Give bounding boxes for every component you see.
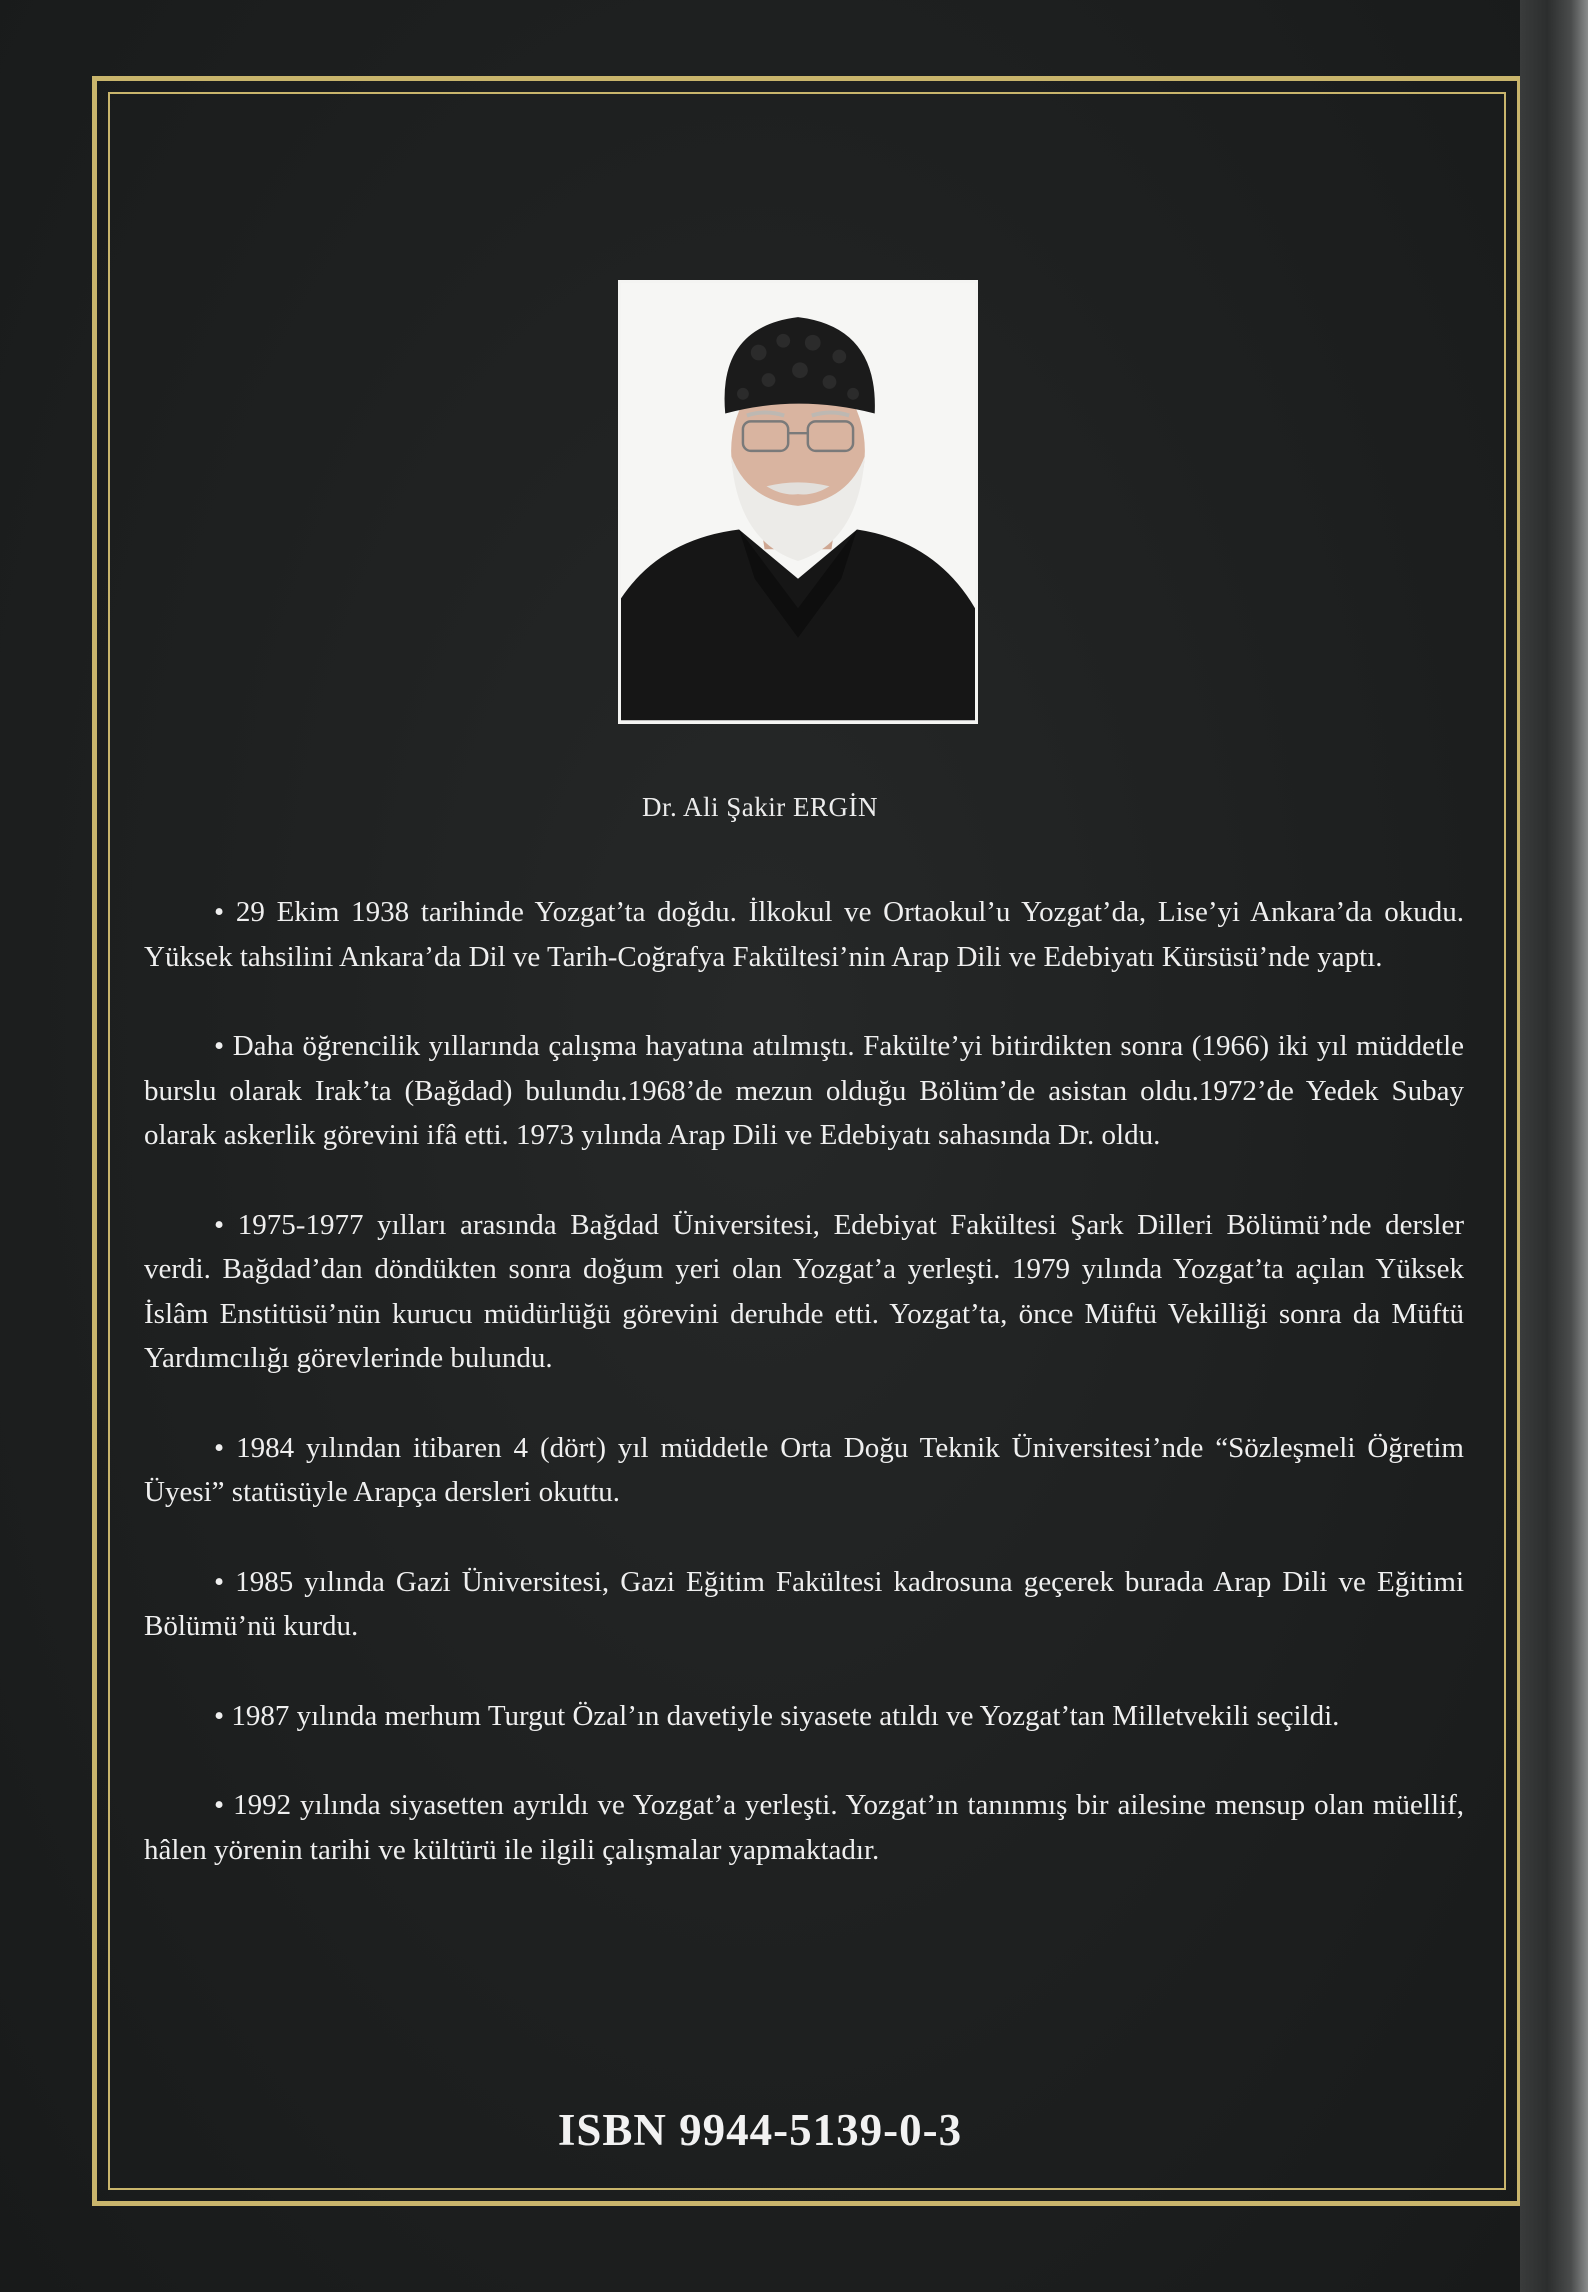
bio-paragraph: • Daha öğrencilik yıllarında çalışma hayatına atılmıştı. Fakülte’yi bitirdikten sonra (1966) iki yıl müddetle burslu olarak Irak’ta (Bağdad) bulundu.1968’de mezun olduğu Bölüm’de asistan oldu.1972’de Yedek Subay olarak askerlik görevini ifâ etti. 1973 yılında Arap Dili ve Edebiyatı sahasında Dr. oldu. [144,1030,1464,1151]
bio-paragraph: • 1975-1977 yılları arasında Bağdad Üniversitesi, Edebiyat Fakültesi Şark Dilleri Bölümü’nde dersler verdi. Bağdad’dan döndükten sonra doğum yeri olan Yozgat’a yerleşti. 1979 yılında Yozgat’ta açılan Yüksek İslâm Enstitüsü’nün kurucu müdürlüğü görevini deruhde etti. Yozgat’ta, önce Müftü Vekilliği sonra da Müftü Yardımcılığı görevlerinde bulundu. [144,1208,1464,1374]
bio-paragraph: • 1985 yılında Gazi Üniversitesi, Gazi Eğitim Fakültesi kadrosuna geçerek burada Arap Dili ve Eğitimi Bölümü’nü kurdu. [144,1565,1464,1642]
isbn-number: ISBN 9944-5139-0-3 [557,2105,963,2155]
author-name: Dr. Ali Şakir ERGİN [642,792,878,822]
bio-paragraph: • 1992 yılında siyasetten ayrıldı ve Yozgat’a yerleşti. Yozgat’ın tanınmış bir ailesine mensup olan müellif, hâlen yörenin tarihi ve kültürü ile ilgili çalışmalar yapmaktadır. [144,1789,1464,1866]
author-portrait-image [621,283,975,721]
author-biography [144,890,1464,1917]
author-portrait-photo [618,280,978,724]
bio-paragraph: • 1987 yılında merhum Turgut Özal’ın davetiyle siyasete atıldı ve Yozgat’tan Milletvekili seçildi. [214,1699,1340,1732]
bio-paragraph: • 1984 yılından itibaren 4 (dört) yıl müddetle Orta Doğu Teknik Üniversitesi’nde “Sözleşmeli Öğretim Üyesi” statüsüyle Arapça dersleri okuttu. [144,1431,1464,1508]
book-spine-edge [1520,0,1588,2292]
bio-paragraph: • 29 Ekim 1938 tarihinde Yozgat’ta doğdu. İlkokul ve Ortaokul’u Yozgat’da, Lise’yi Ankara’da okudu. Yüksek tahsilini Ankara’da Dil ve Tarih-Coğrafya Fakültesi’nin Arap Dili ve Edebiyatı Kürsüsü’nde yaptı. [144,896,1464,973]
